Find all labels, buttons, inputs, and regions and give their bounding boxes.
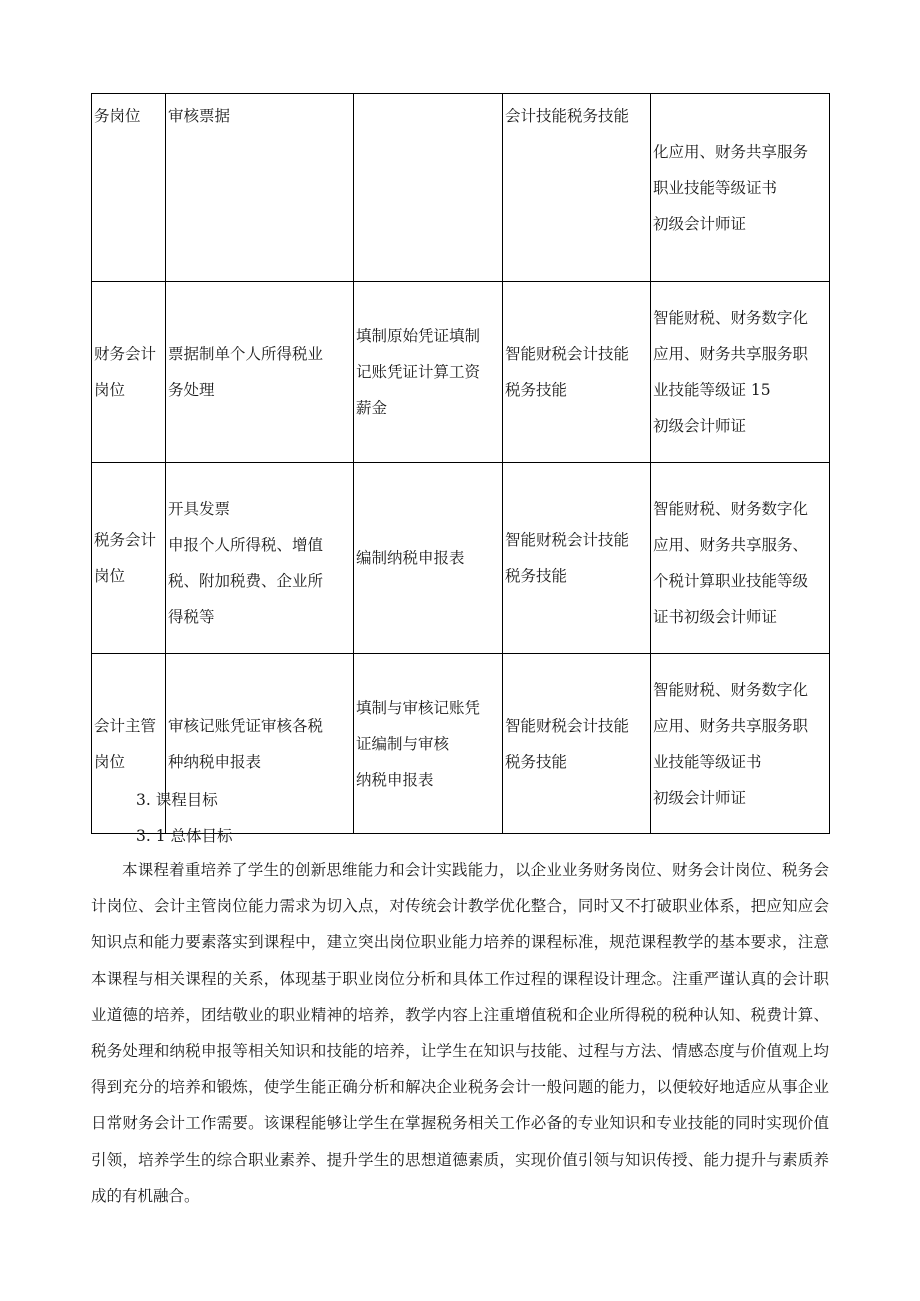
tasks-cell — [166, 94, 354, 282]
cell-line: 个税计算职业技能等级 — [653, 572, 809, 590]
cell-line: 智能财税、财务数字化 — [653, 680, 809, 699]
cell-line: 业技能等级证 15 — [653, 381, 771, 399]
cell-line: 开具发票 — [168, 500, 231, 518]
cell-line: 应用、财务共享服务职 — [653, 345, 809, 363]
cell-line: 初级会计师证 — [653, 215, 747, 233]
certs-cell — [651, 282, 830, 463]
cell-line: 记账凭证计算工资 — [356, 363, 481, 381]
tasks-cell — [166, 463, 354, 654]
cell-line: 应用、财务共享服务、 — [653, 536, 809, 554]
job-skills-table — [91, 93, 830, 834]
cell-line: 审核记账凭证审核各税 — [168, 716, 324, 735]
work-cell — [354, 94, 503, 282]
table-row — [92, 282, 830, 463]
cell-line: 务处理 — [168, 381, 215, 399]
cell-line: 申报个人所得税、增值 — [168, 536, 324, 554]
work-cell — [354, 282, 503, 463]
certs-cell — [651, 463, 830, 654]
skills-cell — [503, 463, 651, 654]
work-cell — [354, 463, 503, 654]
cell-line: 应用、财务共享服务职 — [653, 716, 809, 735]
section-subheading: 3. 1 总体目标 — [136, 827, 233, 845]
cell-line: 薪金 — [356, 399, 388, 417]
cell-line: 初级会计师证 — [653, 788, 747, 807]
cell-line: 职业技能等级证书 — [653, 179, 778, 197]
cell-line: 票据制单个人所得税业 — [168, 345, 324, 363]
skills-cell — [503, 94, 651, 282]
cell-line: 智能财税会计技能 — [505, 345, 630, 363]
section-heading: 3. 课程目标 — [136, 791, 218, 809]
table-row — [92, 463, 830, 654]
cell-line: 智能财税会计技能 — [505, 716, 630, 735]
cell-line: 税务技能 — [505, 381, 568, 399]
cell-line: 审核票据 — [168, 107, 231, 125]
cell-line: 证编制与审核 — [356, 734, 450, 753]
cell-line: 税、附加税费、企业所 — [168, 572, 324, 590]
work-cell — [354, 654, 503, 834]
body-paragraph: 本课程着重培养了学生的创新思维能力和会计实践能力，以企业业务财务岗位、财务会计岗位、税务会计岗位、会计主管岗位能力需求为切入点，对传统会计教学优化整合，同时又不打破职业体系，把应知应会知识点和能力要素落实到课程中，建立突出岗位职业能力培养的课程标准，规范课程教学的基本要求，注意本课程与相关课程的关系，体现基于职业岗位分析和具体工作过程的课程设计理念。注重严谨认真的会计职业道德的培养，团结敬业的职业精神的培养，教学内容上注重增值税和企业所得税的税种认知、税费计算、税务处理和纳税申报等相关知识和技能的培养，让学生在知识与技能、过程与方法、情感态度与价值观上均得到充分的培养和锻炼，使学生能正确分析和解决企业税务会计一般问题的能力，以便较好地适应从事企业日常财务会计工作需要。该课程能够让学生在掌握税务相关工作必备的专业知识和专业技能的同时实现价值引领，培养学生的综合职业素养、提升学生的思想道德素质，实现价值引领与知识传授、能力提升与素质养成的有机融合。 — [91, 861, 829, 1205]
cell-line: 会计主管 — [94, 716, 157, 735]
cell-line: 得税等 — [168, 608, 215, 626]
table-row — [92, 94, 830, 282]
cell-line: 财务会计 — [94, 345, 157, 363]
skills-cell — [503, 654, 651, 834]
cell-line: 初级会计师证 — [653, 417, 747, 435]
cell-line: 智能财税、财务数字化 — [653, 309, 809, 327]
cell-line: 税务会计 — [94, 531, 157, 549]
cell-line: 填制与审核记账凭 — [356, 698, 481, 717]
cell-line: 智能财税、财务数字化 — [653, 500, 809, 518]
skills-cell — [503, 282, 651, 463]
cell-line: 种纳税申报表 — [168, 752, 262, 771]
cell-line: 填制原始凭证填制 — [356, 327, 481, 345]
cell-line: 会计技能税务技能 — [505, 107, 630, 125]
cell-line: 税务技能 — [505, 567, 568, 585]
cell-line: 编制纳税申报表 — [356, 549, 465, 567]
cell-line: 务岗位 — [94, 107, 141, 125]
cell-line: 纳税申报表 — [356, 770, 434, 789]
cell-line: 智能财税会计技能 — [505, 531, 630, 549]
post-cell — [92, 463, 166, 654]
cell-line: 证书初级会计师证 — [653, 608, 778, 626]
cell-line: 税务技能 — [505, 752, 568, 771]
cell-line: 岗位 — [94, 567, 126, 585]
post-cell — [92, 282, 166, 463]
cell-line: 业技能等级证书 — [653, 752, 762, 771]
cell-line: 岗位 — [94, 752, 126, 771]
post-cell — [92, 94, 166, 282]
certs-cell — [651, 94, 830, 282]
tasks-cell — [166, 282, 354, 463]
cell-line: 岗位 — [94, 381, 126, 399]
cell-line: 化应用、财务共享服务 — [653, 143, 809, 161]
certs-cell — [651, 654, 830, 834]
